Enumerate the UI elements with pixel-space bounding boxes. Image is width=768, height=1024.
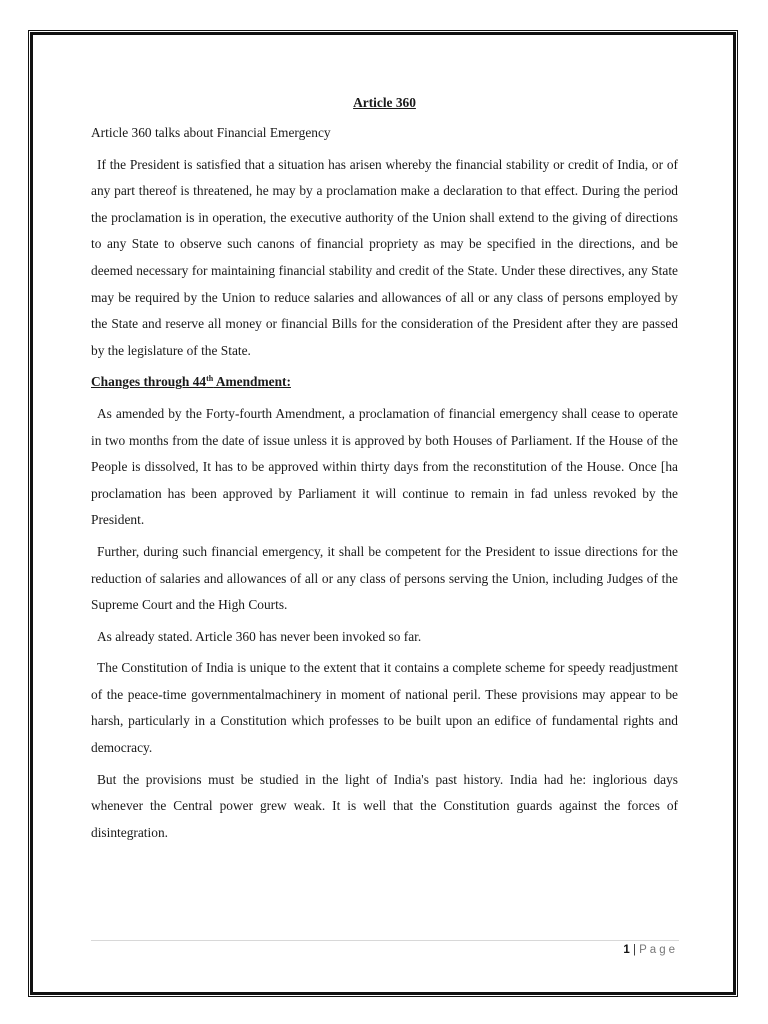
paragraph-constitution-unique: The Constitution of India is unique to the extent that it contains a complete scheme for speedy readjustment of the peace-time governmentalmachinery in moment of national peril. These provisions may appear to be harsh, particularly in a Constitution which professes to be built upon an edifice of fundamental rights and democracy.: [91, 660, 678, 756]
page-footer: [623, 944, 678, 956]
footer-separator: |: [632, 944, 636, 956]
paragraph-president-satisfied: If the President is satisfied that a situation has arisen whereby the financial stability or credit of India, or of any part thereof is threatened, he may by a proclamation make a declaration to that effect. During the period the proclamation is in operation, the executive authority of the Union shall extend to the giving of directions to any State to observe such canons of financial propriety as may be specified in the directions, and be deemed necessary for maintaining financial stability and credit of the State. Under these directives, any State may be required by the Union to reduce salaries and allowances of all or any class of persons employed by the State and reserve all money or financial Bills for the consideration of the President after they are passed by the legislature of the State.: [91, 156, 678, 358]
heading-suffix: Amendment:: [213, 374, 291, 390]
section-heading: [91, 369, 678, 396]
heading-prefix: Changes through 44: [91, 374, 207, 390]
paragraph-past-history: But the provisions must be studied in the light of India's past history. India had he: inglorious days whenever the Central power grew weak. It is well that the Constitution guards against the forces of disintegration.: [91, 771, 678, 840]
document-body: [91, 92, 678, 851]
heading-superscript: th: [206, 374, 214, 384]
paragraph-forty-fourth-amendment: As amended by the Forty-fourth Amendment, a proclamation of financial emergency shall cease to operate in two months from the date of issue unless it is approved by both Houses of Parliament. If the House of the People is dissolved, It has to be approved within thirty days from the reconstitution of the House. Once [ha proclamation has been approved by Parliament it will continue to remain in fad unless revoked by the President.: [91, 405, 678, 528]
footer-divider: [91, 940, 679, 941]
page-number: 1: [623, 944, 630, 956]
intro-paragraph: Article 360 talks about Financial Emergency: [91, 125, 331, 140]
page-label: Page: [639, 944, 678, 956]
document-title: Article 360: [353, 95, 416, 110]
paragraph-financial-emergency-directions: Further, during such financial emergency, it shall be competent for the President to issue directions for the reduction of salaries and allowances of all or any class of persons serving the Union, including Judges of the Supreme Court and the High Courts.: [91, 543, 678, 613]
paragraph-never-invoked: As already stated. Article 360 has never been invoked so far.: [97, 628, 422, 644]
